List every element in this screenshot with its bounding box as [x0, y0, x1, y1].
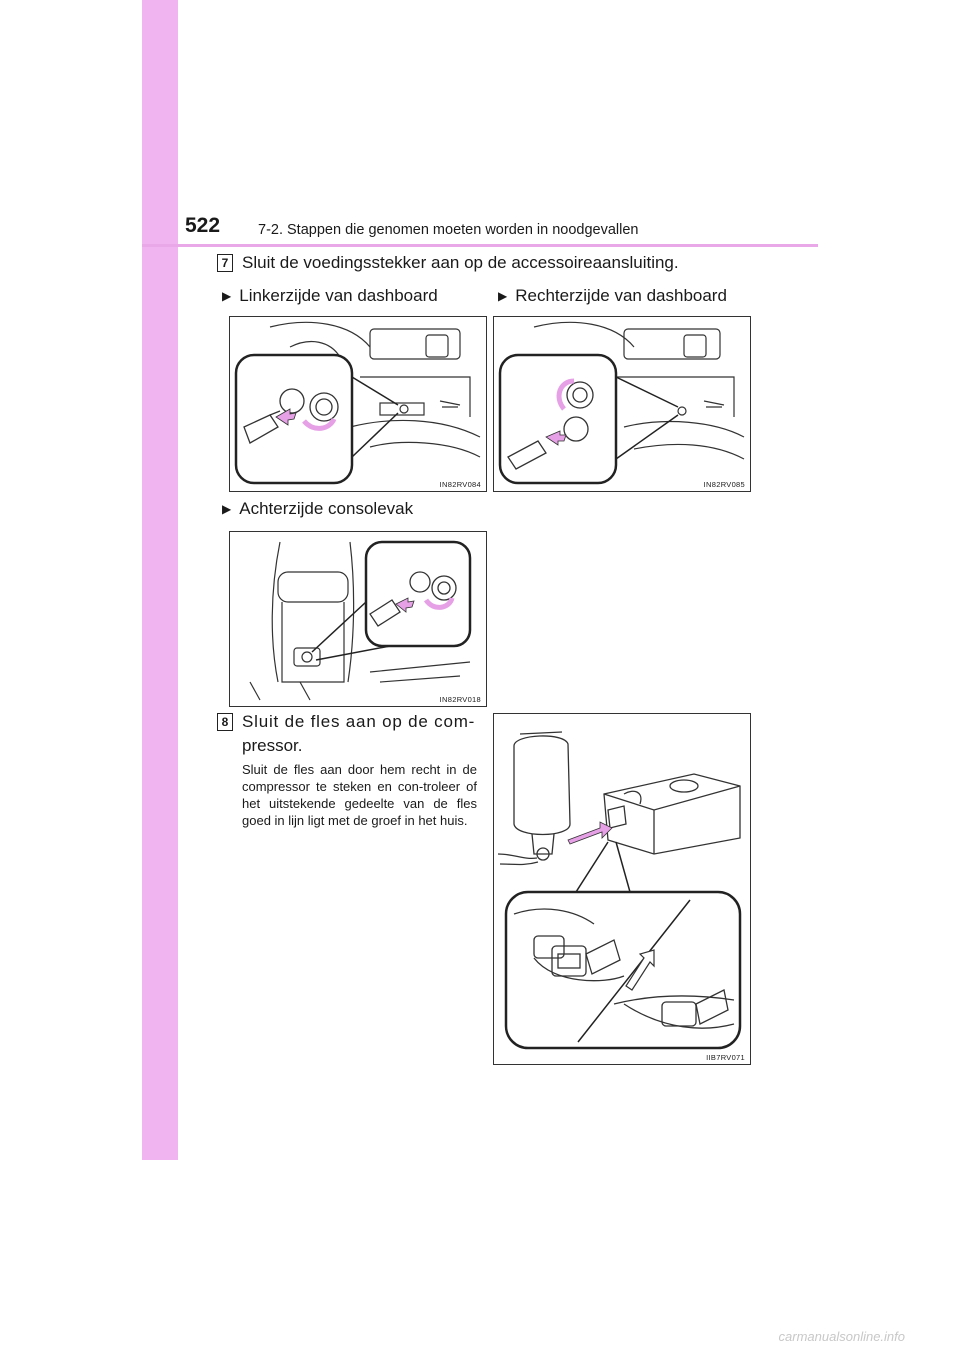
figure-rear-console [229, 531, 487, 707]
step-8-text [242, 710, 477, 758]
bullet-rear-console [222, 498, 413, 520]
step-badge-8: 8 [217, 713, 233, 731]
figure-code-rear: IN82RV018 [439, 695, 481, 704]
figure-compressor [493, 713, 751, 1065]
compressor-bottle-illustration [494, 714, 750, 1064]
bullet-left-dashboard [222, 285, 438, 307]
figure-code-left: IN82RV084 [439, 480, 481, 489]
side-band [142, 0, 178, 1160]
dashboard-left-illustration [230, 317, 486, 491]
step-8-line-1: Sluit de fles aan op de com- [242, 712, 476, 731]
page-number: 522 [185, 214, 221, 237]
triangle-bullet-icon: ▶ [222, 502, 232, 516]
figure-code-right: IN82RV085 [703, 480, 745, 489]
triangle-bullet-icon: ▶ [222, 289, 232, 303]
bullet-left-label: Linkerzijde van dashboard [239, 286, 438, 305]
bullet-right-label: Rechterzijde van dashboard [515, 286, 727, 305]
figure-right-dashboard [493, 316, 751, 492]
bullet-rear-label: Achterzijde consolevak [239, 499, 414, 518]
dashboard-right-illustration [494, 317, 750, 491]
footer-brand: carmanualsonline.info [778, 1329, 905, 1344]
bullet-right-dashboard [498, 285, 727, 307]
triangle-bullet-icon: ▶ [498, 289, 508, 303]
section-title: 7-2. Stappen die genomen moeten worden in noodgevallen [258, 222, 639, 238]
step-8-detail: Sluit de fles aan door hem recht in de compressor te steken en con-troleer of het uitstekende gedeelte van de fles goed in lijn ligt met de groef in het huis. [242, 762, 477, 828]
figure-code-compressor: IIB7RV071 [706, 1053, 745, 1062]
rear-console-illustration [230, 532, 486, 706]
step-7-text: Sluit de voedingsstekker aan op de accessoireaansluiting. [242, 253, 679, 272]
header-rule [142, 244, 818, 247]
step-8-line-2: pressor. [242, 736, 303, 755]
step-badge-7: 7 [217, 254, 233, 272]
figure-left-dashboard [229, 316, 487, 492]
